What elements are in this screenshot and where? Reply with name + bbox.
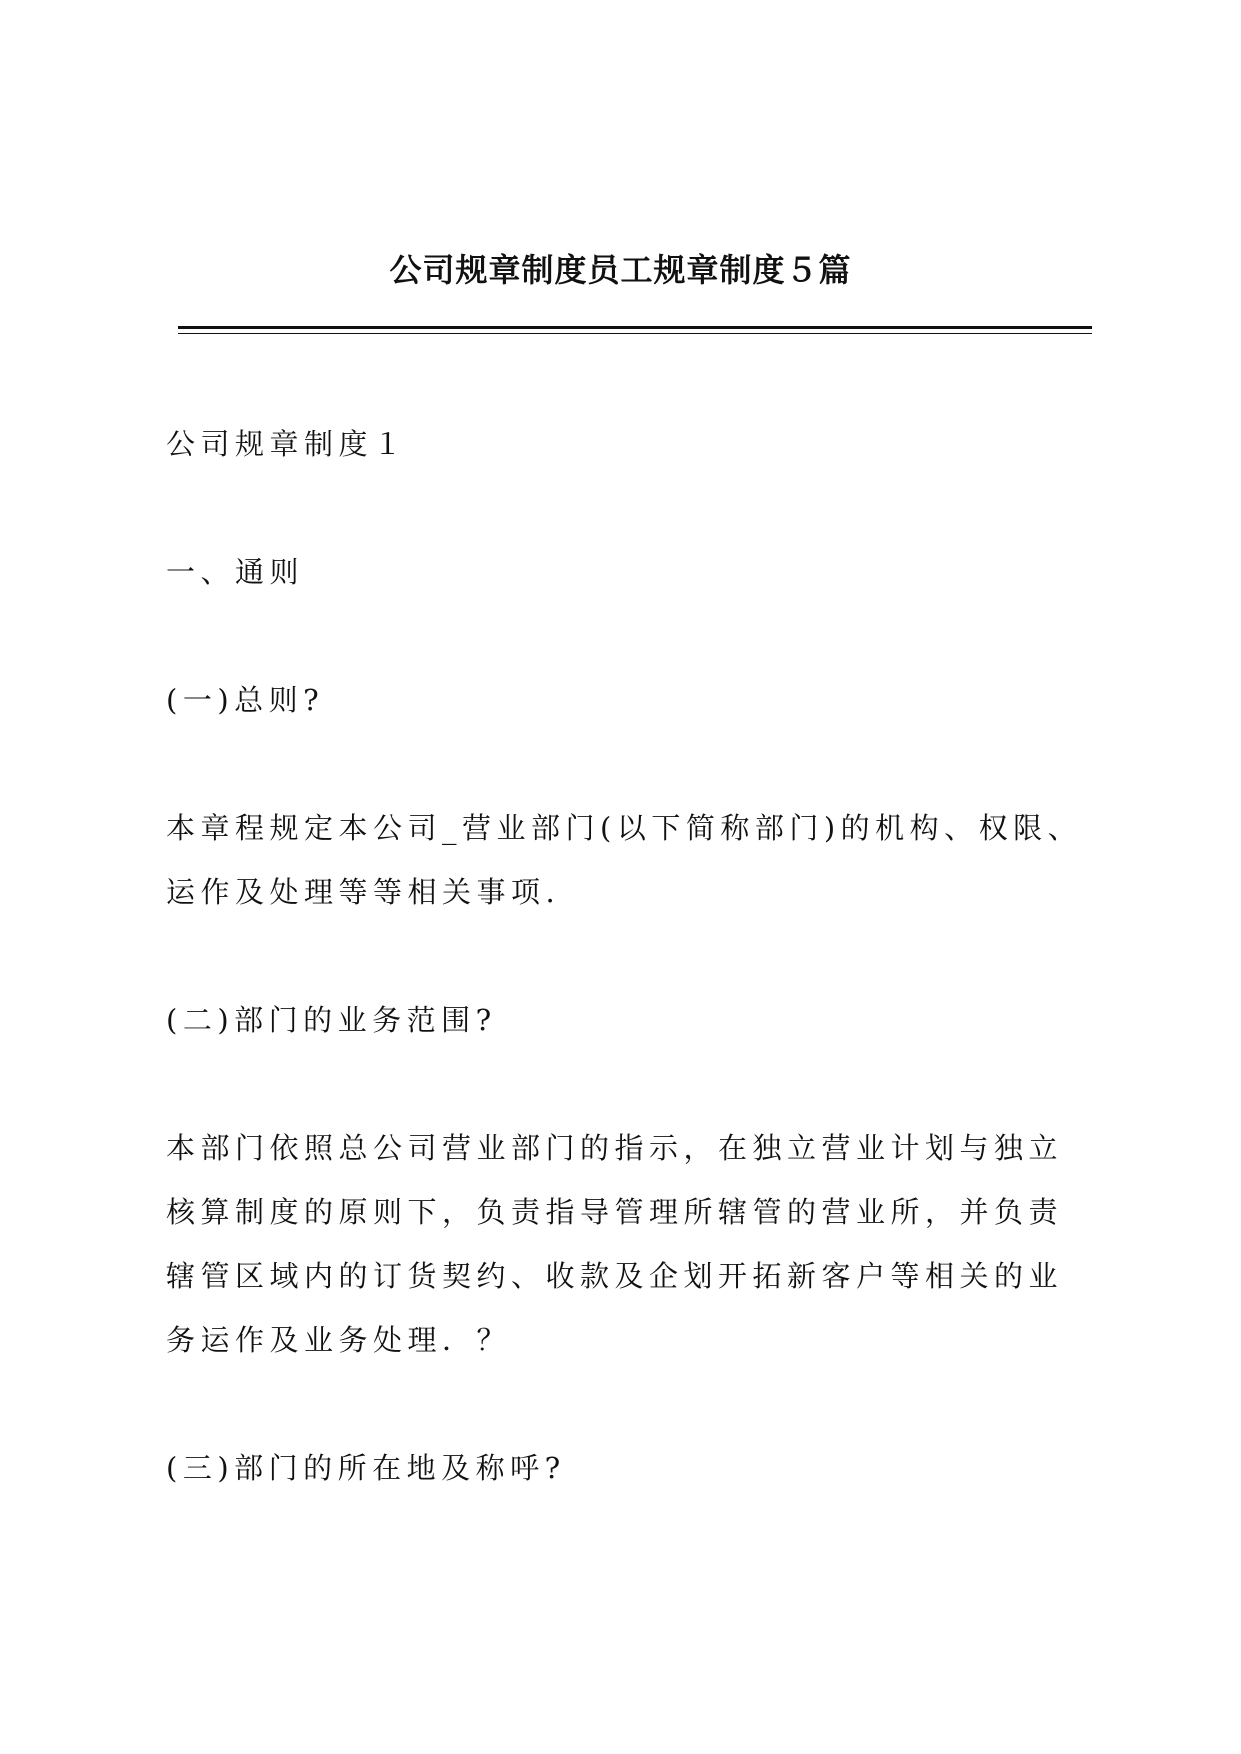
subsection-heading: (三)部门的所在地及称呼? bbox=[166, 1451, 566, 1485]
body-paragraph: 本章程规定本公司_营业部门(以下简称部门)的机构、权限、运作及处理等等相关事项. bbox=[166, 811, 1083, 909]
document-title: 公司规章制度员工规章制度５篇 bbox=[389, 251, 852, 289]
subsection-heading: (一)总则? bbox=[166, 683, 325, 717]
title-divider-thick bbox=[178, 326, 1092, 329]
title-divider-thin bbox=[178, 333, 1092, 334]
chapter-heading: 一、通则 bbox=[166, 555, 305, 589]
section-heading: 公司规章制度１ bbox=[166, 427, 408, 461]
subsection-heading: (二)部门的业务范围? bbox=[166, 1003, 497, 1037]
body-paragraph: 本部门依照总公司营业部门的指示，在独立营业计划与独立核算制度的原则下，负责指导管理所辖管的营业所，并负责辖管区域内的订货契约、收款及企划开拓新客户等相关的业务运作及业务处理．？ bbox=[166, 1131, 1064, 1357]
